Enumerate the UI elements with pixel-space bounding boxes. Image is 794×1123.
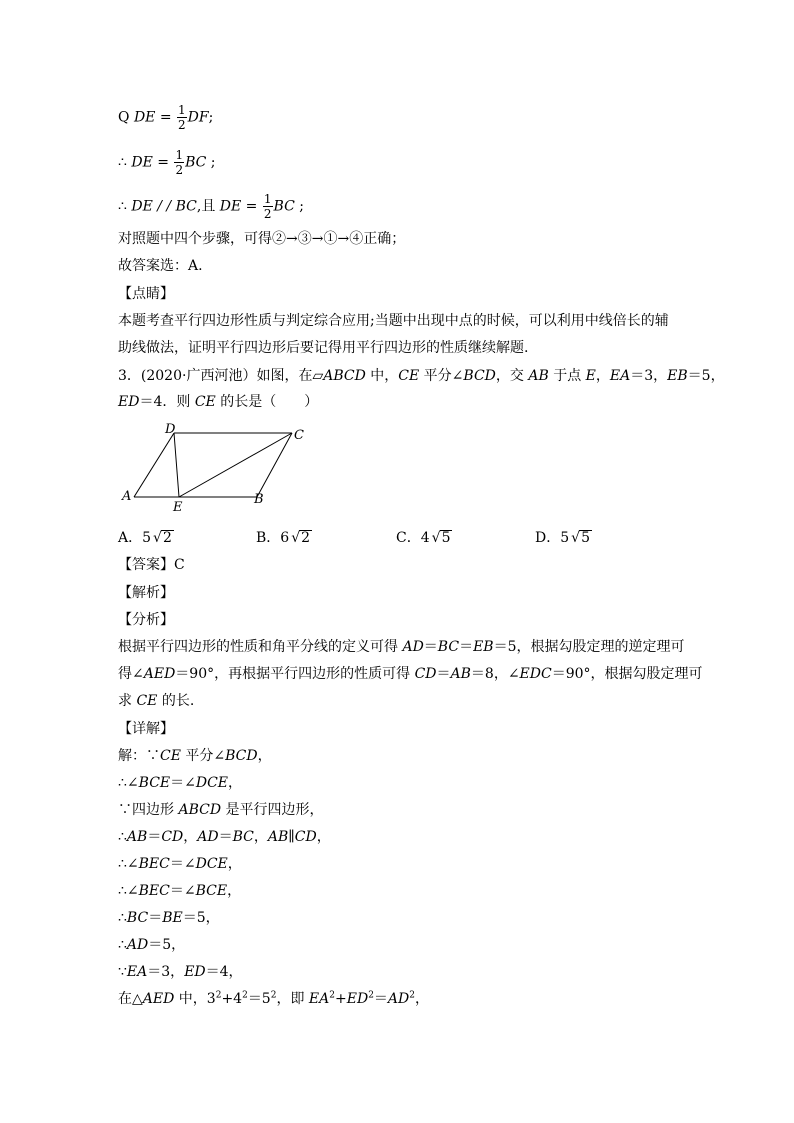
step-text: ，: [227, 856, 242, 872]
step-text: ＝: [373, 991, 388, 1007]
step-text: ∵: [118, 964, 127, 980]
math-var: AB: [450, 666, 471, 682]
step-text: ，: [253, 829, 268, 845]
fraction-denominator: 2: [178, 118, 186, 132]
comment-line-2: 助线做法，证明平行四边形后要记得用平行四边形的性质继续解题.: [118, 340, 529, 356]
question-text: 于点: [548, 368, 586, 384]
step-text: ，: [257, 748, 272, 764]
step-text: +4: [221, 991, 243, 1007]
step-text: ＝5: [247, 991, 271, 1007]
math-var: AB: [528, 368, 549, 384]
math-var: BCE: [138, 775, 171, 791]
option-letter: C．: [396, 530, 421, 546]
analysis-text: ＝90°，再根据平行四边形的性质可得: [175, 666, 415, 682]
question-text: 中，: [365, 368, 399, 384]
step-text: ∴: [118, 829, 127, 845]
step-text: ∴∠: [118, 856, 139, 872]
superscript: 2: [368, 990, 374, 1001]
option-coefficient: 6: [280, 530, 290, 546]
option-b: [256, 528, 312, 548]
math-var: BEC: [138, 856, 170, 872]
math-var: DCE: [195, 856, 228, 872]
segment-DA: [134, 433, 174, 497]
math-var: E: [585, 368, 596, 384]
analysis-text: ＝: [423, 639, 438, 655]
sqrt-icon: √: [571, 530, 581, 546]
option-radicand: 2: [301, 530, 311, 546]
segment-DE: [174, 433, 179, 497]
superscript: 2: [242, 990, 248, 1001]
math-var: AD: [197, 829, 219, 845]
fraction: [263, 192, 273, 221]
option-radicand: 2: [162, 530, 172, 546]
equals: =: [155, 109, 177, 126]
step-text: ＝∠: [169, 883, 196, 899]
step-text: ＝∠: [169, 856, 196, 872]
analysis-line-1: [118, 637, 685, 657]
math-var: EA: [609, 368, 631, 384]
step-text: ∴∠: [118, 775, 139, 791]
math-var: CE: [398, 368, 420, 384]
equals: =: [152, 154, 174, 171]
math-var: CD: [161, 829, 184, 845]
step-text: ，: [183, 829, 198, 845]
question-text: 的长是（ ）: [215, 394, 319, 410]
fraction: [177, 103, 187, 132]
step-text: 中，3: [174, 991, 216, 1007]
step-8: [118, 935, 185, 955]
step-4: [118, 827, 331, 847]
step-text: ，: [227, 883, 242, 899]
math-var: AB: [126, 829, 148, 845]
math-var: CD: [294, 829, 317, 845]
answer-heading: 【答案】C: [118, 557, 185, 573]
parallel-symbol: / /: [152, 198, 176, 215]
point-label-E: E: [173, 500, 183, 515]
step-6: [118, 881, 241, 901]
step-text: ∵四边形: [118, 802, 179, 818]
option-coefficient: 4: [420, 530, 430, 546]
math-var: BC: [232, 829, 254, 845]
fraction-denominator: 2: [175, 163, 184, 177]
sqrt-icon: √: [153, 530, 162, 546]
proof-prefix: Q: [118, 109, 130, 126]
step-2: [118, 773, 242, 793]
point-label-D: D: [165, 422, 176, 437]
option-a: [118, 528, 174, 548]
math-var: BC: [273, 198, 295, 215]
math-var: AD: [402, 639, 424, 655]
math-var: CE: [160, 748, 181, 764]
therefore-symbol: ∴: [118, 198, 132, 215]
step-text: ，: [228, 775, 243, 791]
step-text: ∴: [118, 910, 127, 926]
comment-heading: 【点睛】: [118, 286, 174, 302]
math-var: DE: [131, 154, 153, 171]
question-line-2: [118, 392, 318, 412]
analysis-text: ＝5，根据勾股定理的逆定理可: [493, 639, 685, 655]
conclusion-line: 对照题中四个步骤，可得②→③→①→④正确；: [118, 231, 406, 247]
math-var: DE: [131, 198, 153, 215]
step-9: [118, 962, 243, 982]
fraction-numerator: 1: [178, 103, 186, 117]
superscript: 2: [409, 990, 415, 1001]
math-var: ED: [184, 964, 206, 980]
option-d: [535, 528, 592, 548]
math-var: BCD: [463, 368, 496, 384]
punctuation: ;: [208, 109, 214, 126]
math-var: EB: [667, 368, 688, 384]
math-var: CE: [136, 693, 158, 709]
option-letter: A．: [118, 530, 143, 546]
option-letter: B．: [256, 530, 281, 546]
comment-line-1: 本题考查平行四边形性质与判定综合应用;当题中出现中点的时候，可以利用中线倍长的辅: [118, 313, 669, 329]
math-var: EA: [126, 964, 148, 980]
math-var: AED: [143, 666, 176, 682]
math-var: EB: [473, 639, 494, 655]
math-var: DF: [187, 109, 209, 126]
math-var: ABCD: [178, 802, 222, 818]
step-text: ，: [415, 991, 429, 1007]
point-label-B: B: [254, 492, 264, 507]
step-text: ＝: [218, 829, 233, 845]
point-label-C: C: [294, 428, 304, 443]
option-radicand: 5: [581, 530, 590, 546]
step-text: ＝∠: [170, 775, 196, 791]
math-var: BC: [126, 910, 149, 926]
question-line-1: [118, 366, 725, 386]
analysis-text: 根据平行四边形的性质和角平分线的定义可得: [118, 639, 403, 655]
step-1: [118, 746, 272, 766]
question-text: ＝4．则: [139, 394, 195, 410]
analysis-text: 求: [118, 693, 137, 709]
math-var: EDC: [519, 666, 552, 682]
step-text: ＝3，: [147, 964, 185, 980]
step-text: ，即: [276, 991, 309, 1007]
analysis-line-3: [118, 691, 194, 711]
question-text: ＝5，: [687, 368, 725, 384]
math-var: BCE: [195, 883, 228, 899]
step-3: [118, 800, 324, 820]
math-var: ED: [118, 394, 140, 410]
parallelogram-figure: [118, 416, 318, 516]
question-text: ，: [595, 368, 610, 384]
punctuation: ;: [294, 198, 304, 215]
math-var: EA: [308, 991, 330, 1007]
analysis-line-2: [118, 664, 703, 684]
parallel-symbol: ∥: [288, 829, 295, 845]
conjunction: ,且: [196, 198, 220, 215]
step-text: ＝4，: [205, 964, 243, 980]
option-letter: D．: [535, 530, 561, 546]
answer-line: 故答案选：A.: [118, 258, 203, 274]
analysis-text: ＝90°，根据勾股定理可: [551, 666, 703, 682]
step-text: 平分∠: [180, 748, 226, 764]
step-text: ∴∠: [118, 883, 139, 899]
fraction: [174, 148, 184, 177]
step-text: 是平行四边形，: [221, 802, 324, 818]
option-c: [396, 528, 452, 548]
proof-line-1: [118, 103, 213, 132]
step-text: ∴: [118, 937, 127, 953]
math-var: BE: [162, 910, 183, 926]
math-var: DE: [133, 109, 156, 126]
math-var: AB: [267, 829, 289, 845]
step-text: ＝: [147, 829, 162, 845]
fraction-denominator: 2: [263, 207, 272, 221]
step-text: 解：∵: [118, 748, 160, 764]
option-coefficient: 5: [142, 530, 152, 546]
sqrt-icon: √: [431, 530, 441, 546]
proof-line-2: [118, 148, 216, 177]
superscript: 2: [270, 990, 277, 1001]
math-var: ABCD: [323, 368, 366, 384]
math-var: AD: [126, 937, 149, 953]
math-var: AED: [142, 991, 175, 1007]
question-text: 平分∠: [419, 368, 464, 384]
step-text: ，: [316, 829, 331, 845]
option-coefficient: 5: [560, 530, 570, 546]
fraction-numerator: 1: [175, 148, 184, 162]
step-10: [118, 989, 429, 1009]
step-text: +: [335, 991, 347, 1007]
analysis-subheading: 【分析】: [118, 612, 174, 628]
step-text: ＝5，: [148, 937, 186, 953]
analysis-heading: 【解析】: [118, 585, 174, 601]
step-5: [118, 854, 242, 874]
superscript: 2: [215, 990, 222, 1001]
question-text: ，交: [495, 368, 529, 384]
detail-heading: 【详解】: [118, 721, 174, 737]
option-radicand: 5: [441, 530, 451, 546]
math-var: BCD: [225, 748, 258, 764]
question-text: 3．(2020·广西河池）如图，在▱: [118, 368, 324, 384]
math-var: DCE: [195, 775, 229, 791]
sqrt-icon: √: [291, 530, 301, 546]
analysis-text: ＝: [436, 666, 451, 682]
math-var: ED: [346, 991, 369, 1007]
proof-line-3: [118, 192, 304, 221]
equals: =: [241, 198, 262, 215]
math-var: DE: [219, 198, 242, 215]
superscript: 2: [329, 990, 335, 1001]
question-text: ＝3，: [630, 368, 668, 384]
step-7: [118, 908, 220, 928]
math-var: BC: [185, 154, 207, 171]
math-var: BC: [437, 639, 460, 655]
math-var: BC: [175, 198, 197, 215]
analysis-text: ＝: [459, 639, 474, 655]
therefore-symbol: ∴: [118, 154, 132, 171]
step-text: 在△: [118, 991, 143, 1007]
step-text: ＝: [148, 910, 163, 926]
analysis-text: ＝8，∠: [470, 666, 520, 682]
math-var: CD: [414, 666, 437, 682]
math-var: AD: [387, 991, 410, 1007]
fraction-numerator: 1: [263, 192, 272, 206]
analysis-text: 的长.: [157, 693, 195, 709]
point-label-A: A: [122, 489, 132, 504]
math-var: CE: [194, 394, 216, 410]
math-var: BEC: [138, 883, 170, 899]
punctuation: ;: [206, 154, 216, 171]
step-text: ＝5，: [182, 910, 220, 926]
analysis-text: 得∠: [118, 666, 144, 682]
